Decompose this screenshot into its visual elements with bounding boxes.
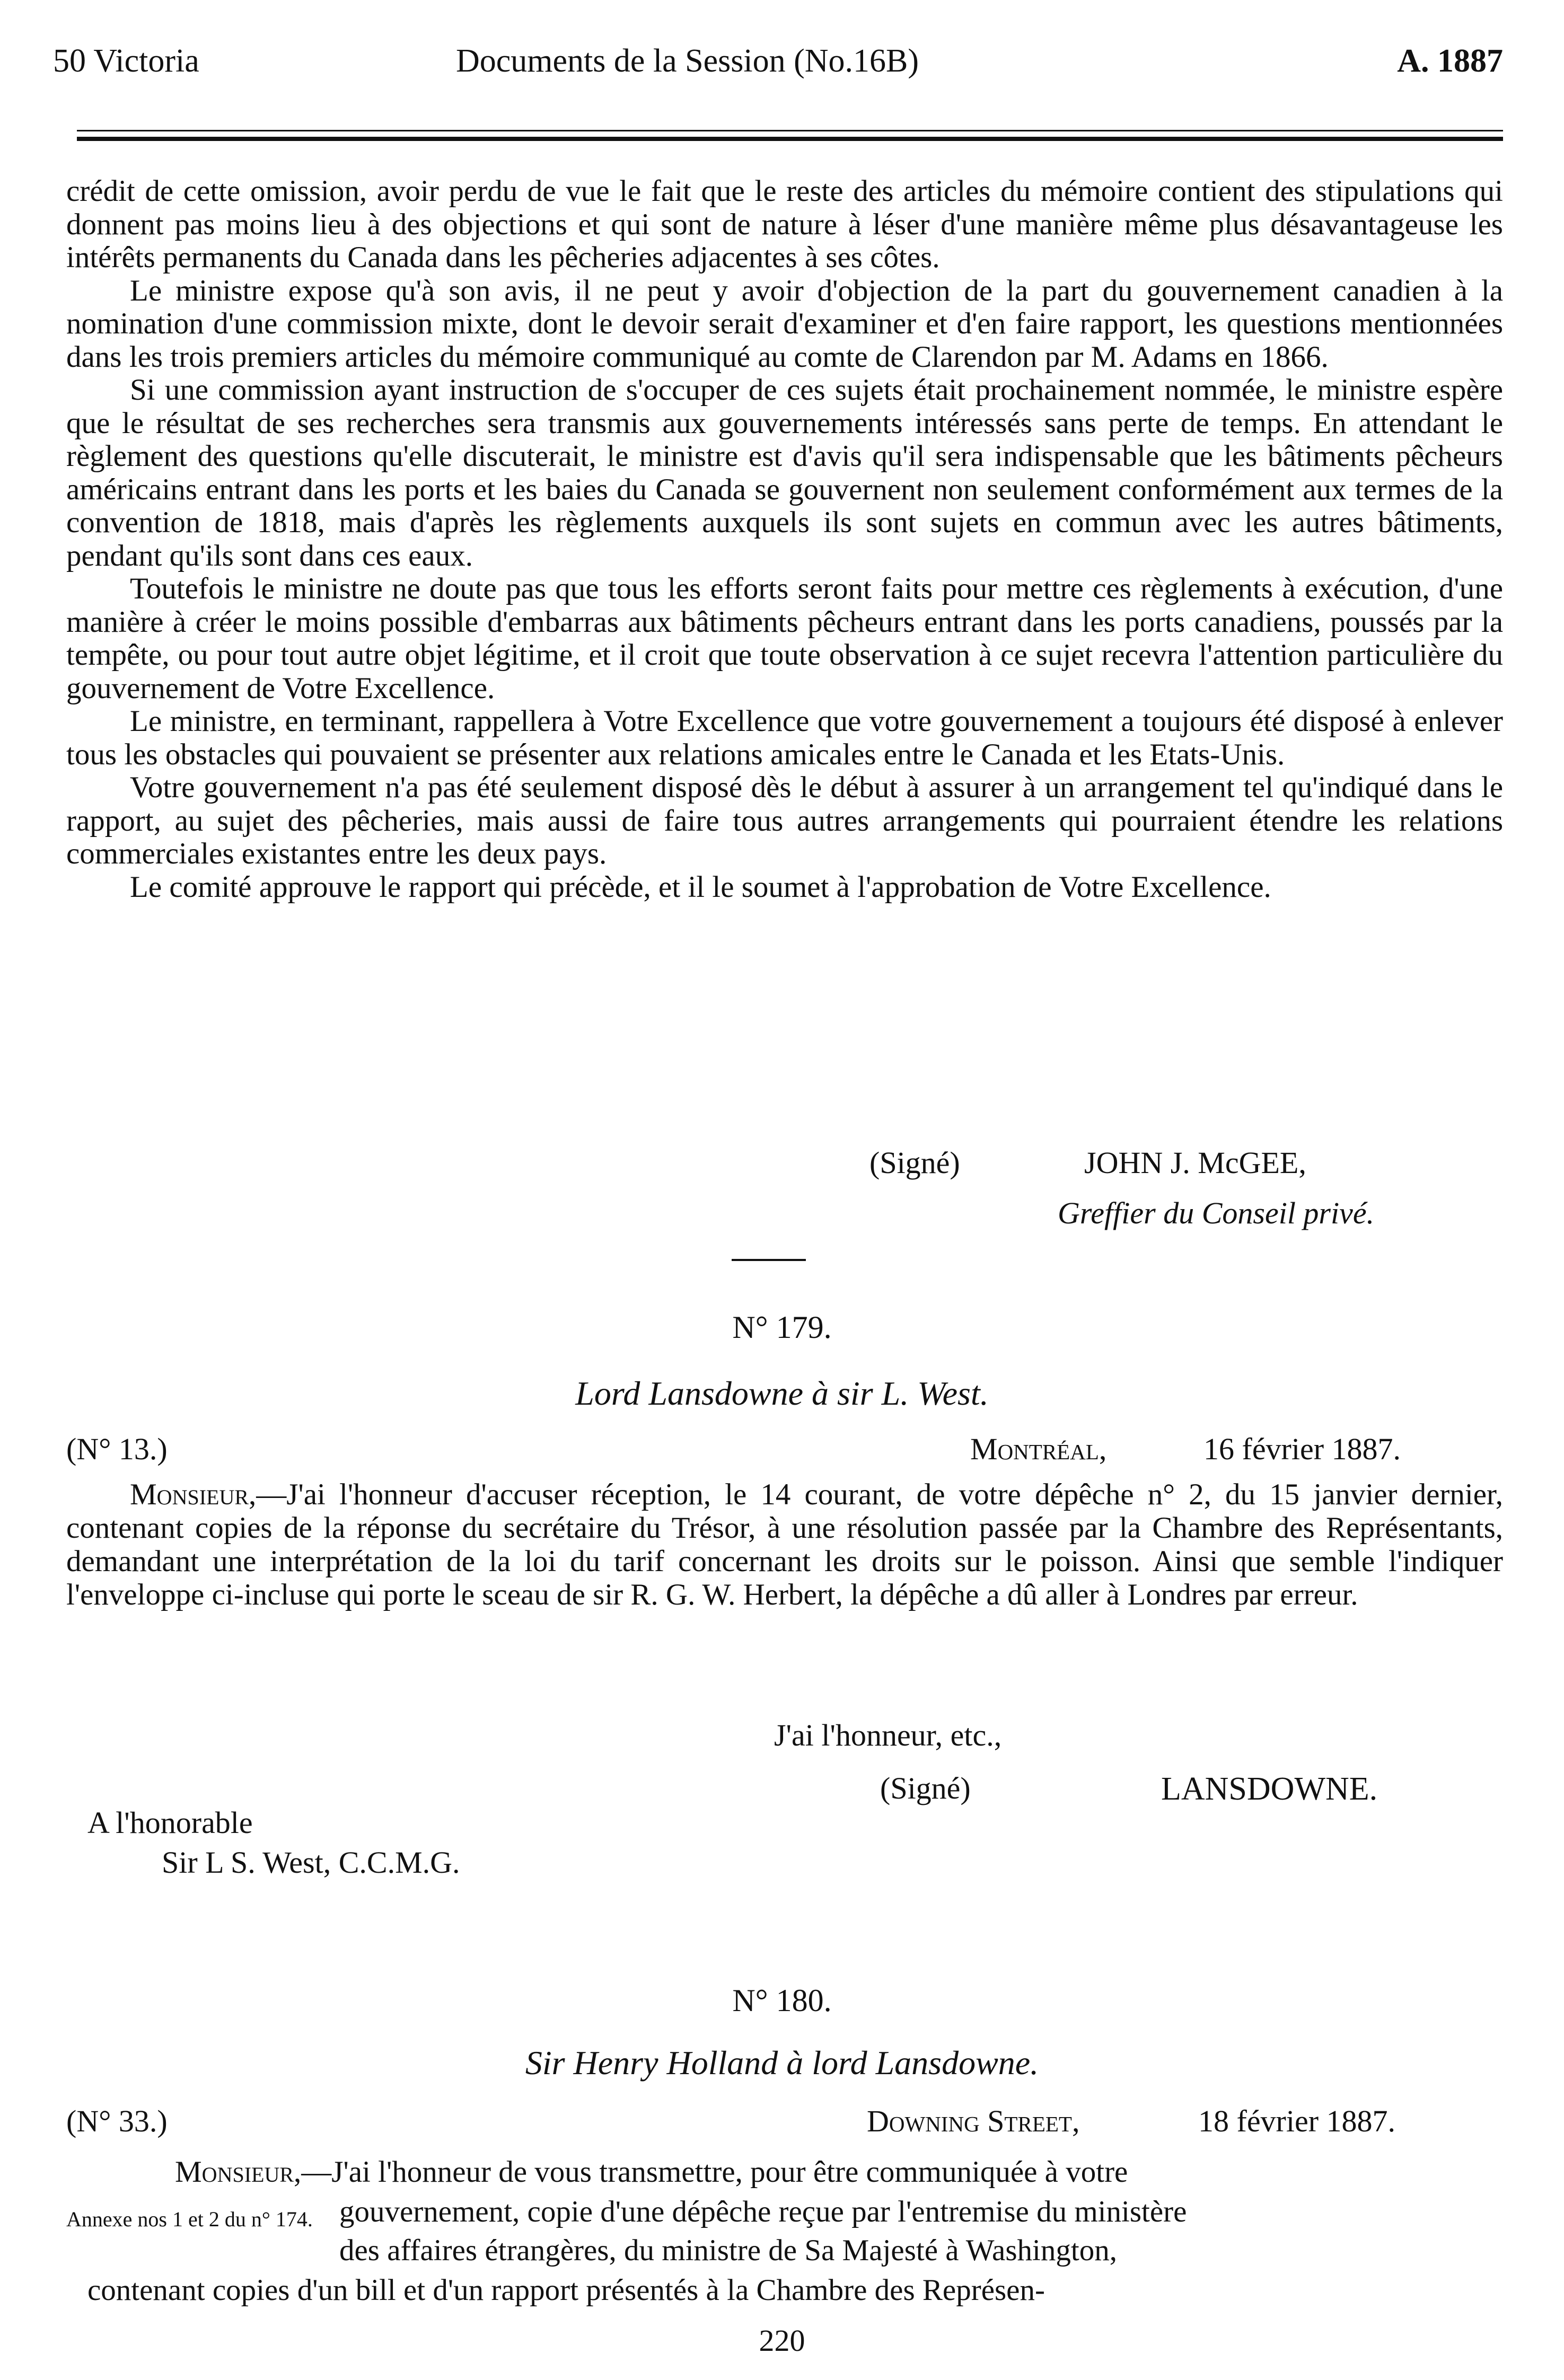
letter-line: contenant copies d'un bill et d'un rapport présentés à la Chambre des Représen- <box>87 2273 1045 2307</box>
margin-note: Annexe nos 1 et 2 du n° 174. <box>66 2207 313 2231</box>
addressee-line: Sir L S. West, C.C.M.G. <box>162 1845 460 1880</box>
letter-line <box>175 2155 1128 2189</box>
addressee-line: A l'honorable <box>87 1805 253 1840</box>
letter-closing: J'ai l'honneur, etc., <box>774 1718 1002 1752</box>
salutation: Monsieur, <box>130 1478 257 1511</box>
document-reference: (N° 33.) <box>66 2104 168 2138</box>
document-number: N° 180. <box>732 1983 832 2018</box>
letter-line: gouvernement, copie d'une dépêche reçue par l'entremise du ministère <box>339 2195 1187 2228</box>
document-heading: Sir Henry Holland à lord Lansdowne. <box>525 2044 1039 2082</box>
letter-text: —J'ai l'honneur de vous transmettre, pour être communiquée à votre <box>301 2155 1128 2189</box>
paragraph: Le ministre expose qu'à son avis, il ne peut y avoir d'objection de la part du gouvernement canadien à la nomination d'une commission mixte, dont le devoir serait d'examiner et d'en faire rapport, les questions mentionnées dans les trois premiers articles du mémoire communiqué au comte de Clarendon par M. Adams en 1866. <box>66 274 1503 374</box>
page-number: 220 <box>759 2323 805 2358</box>
dateline-place: Montréal, <box>970 1432 1107 1466</box>
paragraph: Si une commission ayant instruction de s'occuper de ces sujets était prochainement nommée, le ministre espère que le résultat de ses recherches sera transmis aux gouvernements intéressés sans perte de temps. En attendant le règlement des questions qu'elle discuterait, le ministre est d'avis qu'il sera indispensable que les bâtiments pêcheurs américains entrant dans les ports et les baies du Canada se gouvernent non seulement conformément aux termes de la convention de 1818, mais d'après les règlements auxquels ils sont sujets en commun avec les autres bâtiments, pendant qu'ils sont dans ces eaux. <box>66 373 1503 572</box>
letter-signe: (Signé) <box>880 1771 971 1805</box>
separator <box>732 1259 806 1261</box>
paragraph: Le ministre, en terminant, rappellera à Votre Excellence que votre gouvernement a toujours été disposé à enlever tous les obstacles qui pouvaient se présenter aux relations amicales entre le Canada et les Etats-Unis. <box>66 704 1503 771</box>
dateline-date: 16 février 1887. <box>1203 1432 1401 1466</box>
header-center: Documents de la Session (No.16B) <box>456 43 919 79</box>
signature-signe: (Signé) <box>869 1145 960 1180</box>
running-header <box>53 42 1503 90</box>
document-heading: Lord Lansdowne à sir L. West. <box>575 1374 989 1412</box>
header-right: A. 1887 <box>1397 43 1503 79</box>
salutation: Monsieur, <box>175 2155 302 2189</box>
paragraph: Votre gouvernement n'a pas été seulement disposé dès le début à assurer à un arrangement tel qu'indiqué dans le rapport, au sujet des pêcheries, mais aussi de faire tous autres arrangements qui pourraient étendre les relations commerciales existantes entre les deux pays. <box>66 771 1503 870</box>
header-rule-thick <box>77 137 1503 141</box>
dateline-place: Downing Street, <box>867 2104 1080 2138</box>
paragraph: Toutefois le ministre ne doute pas que tous les efforts seront faits pour mettre ces règlements à exécution, d'une manière à créer le moins possible d'embarras aux bâtiments pêcheurs entrant dans les ports canadiens, poussés par la tempête, ou pour tout autre objet légitime, et il croit que toute observation à ce sujet recevra l'attention particulière du gouvernement de Votre Excellence. <box>66 572 1503 705</box>
header-rule-thin <box>77 130 1503 131</box>
document-number: N° 179. <box>732 1310 832 1345</box>
paragraph: crédit de cette omission, avoir perdu de vue le fait que le reste des articles du mémoire contient des stipulations qui donnent pas moins lieu à des objections et qui sont de nature à léser d'une manière même plus désavantageuse les intérêts permanents du Canada dans les pêcheries adjacentes à ses côtes. <box>66 174 1503 274</box>
document-reference: (N° 13.) <box>66 1432 168 1466</box>
letter-line: des affaires étrangères, du ministre de Sa Majesté à Washington, <box>339 2234 1117 2267</box>
letter-text: —J'ai l'honneur d'accuser réception, le 14 courant, de votre dépêche n° 2, du 15 janvier dernier, contenant copies de la réponse du secrétaire du Trésor, à une résolution passée par la Chambre des Représentants, demandant une interprétation de la loi du tarif concernant les droits sur le poisson. Ainsi que semble l'indiquer l'enveloppe ci-incluse qui porte le sceau de sir R. G. W. Herbert, la dépêche a dû aller à Londres par erreur. <box>66 1478 1503 1611</box>
header-left: 50 Victoria <box>53 43 199 79</box>
main-text <box>66 175 1503 904</box>
paragraph: Le comité approuve le rapport qui précède, et il le soumet à l'approbation de Votre Excellence. <box>130 870 1271 904</box>
signature-title: Greffier du Conseil privé. <box>1058 1196 1375 1230</box>
dateline-date: 18 février 1887. <box>1198 2104 1396 2138</box>
letter-body <box>66 1478 1503 1611</box>
letter-signer: LANSDOWNE. <box>1161 1771 1378 1807</box>
signature-name: JOHN J. McGEE, <box>1084 1145 1306 1180</box>
